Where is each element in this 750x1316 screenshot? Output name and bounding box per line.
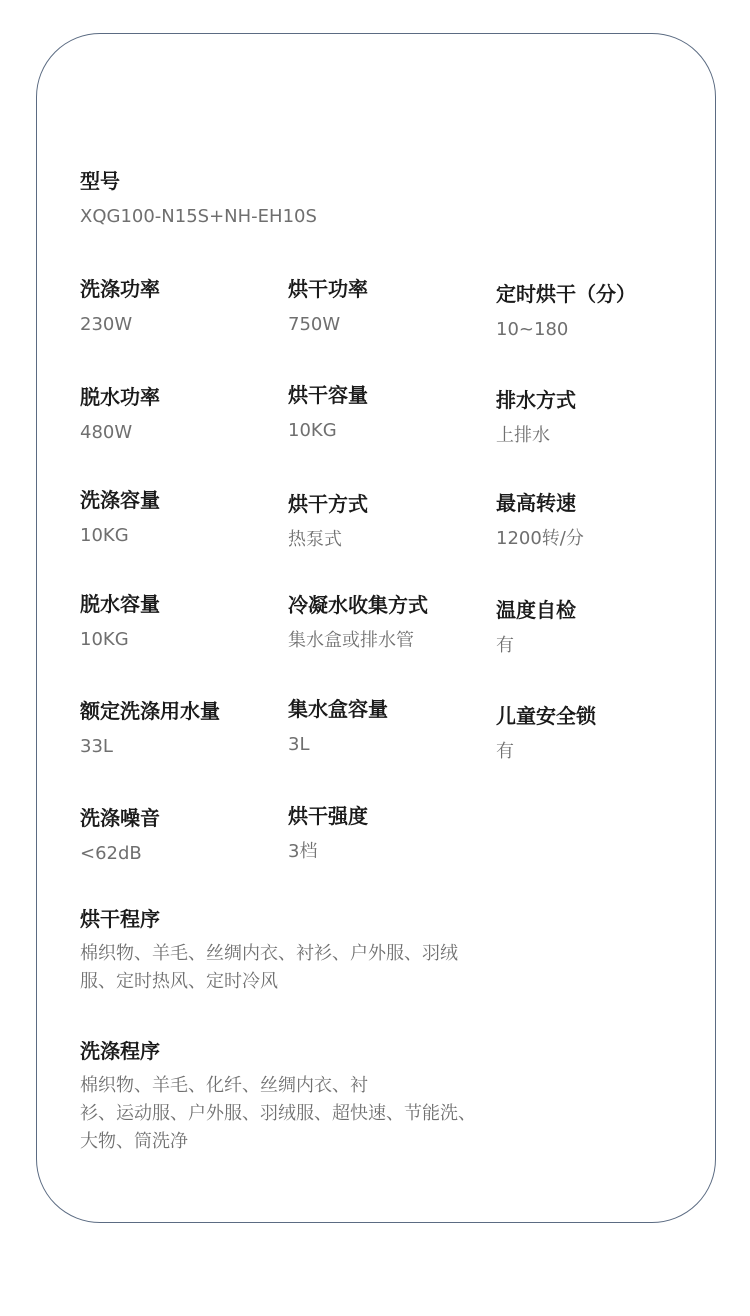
program-line: 衫、运动服、户外服、羽绒服、超快速、节能洗、 xyxy=(80,1103,476,1124)
spec-label: 集水盒容量 xyxy=(288,697,388,721)
spec-condensate-collection xyxy=(288,592,428,654)
spec-value: 230W xyxy=(80,314,133,335)
spec-timed-dry xyxy=(496,281,636,343)
spec-label: 儿童安全锁 xyxy=(496,704,596,728)
spec-value xyxy=(80,940,458,996)
spec-label: 洗涤功率 xyxy=(80,277,160,301)
spec-value xyxy=(80,1072,476,1156)
spec-drain-method xyxy=(496,387,576,449)
spec-label: 最高转速 xyxy=(496,491,576,515)
spec-label: 冷凝水收集方式 xyxy=(288,593,428,617)
spec-value: 3L xyxy=(288,734,310,755)
spec-value: 480W xyxy=(80,422,133,443)
spec-value: 集水盒或排水管 xyxy=(288,630,414,651)
spec-label: 定时烘干（分） xyxy=(496,282,636,306)
program-line: 棉织物、羊毛、丝绸内衣、衬衫、户外服、羽绒 xyxy=(80,943,458,964)
spec-label: 烘干功率 xyxy=(288,277,368,301)
spec-label: 洗涤容量 xyxy=(80,488,160,512)
spec-label: 烘干方式 xyxy=(288,492,368,516)
spec-wash-noise xyxy=(80,805,160,867)
spec-label: 烘干程序 xyxy=(80,907,160,931)
spec-value: 有 xyxy=(496,635,514,656)
spec-label: 额定洗涤用水量 xyxy=(80,699,220,723)
spec-value: 上排水 xyxy=(496,425,550,446)
program-line: 棉织物、羊毛、化纤、丝绸内衣、衬 xyxy=(80,1075,368,1096)
spec-value: 10~180 xyxy=(496,319,569,340)
program-line: 大物、筒洗净 xyxy=(80,1131,188,1152)
spec-label: 洗涤噪音 xyxy=(80,806,160,830)
spec-max-speed xyxy=(496,490,584,552)
spec-child-lock xyxy=(496,703,596,765)
spec-label: 排水方式 xyxy=(496,388,576,412)
spec-value: 750W xyxy=(288,314,341,335)
spec-wash-capacity xyxy=(80,487,160,549)
spec-spin-capacity xyxy=(80,591,160,653)
spec-label: 烘干强度 xyxy=(288,804,368,828)
spec-wash-programs xyxy=(80,1038,476,1156)
spec-value: 有 xyxy=(496,741,514,762)
spec-value: 3档 xyxy=(288,841,318,862)
spec-label: 烘干容量 xyxy=(288,383,368,407)
program-line: 服、定时热风、定时冷风 xyxy=(80,971,278,992)
spec-label: 温度自检 xyxy=(496,598,576,622)
spec-label: 洗涤程序 xyxy=(80,1039,160,1063)
spec-value: <62dB xyxy=(80,843,142,864)
spec-value: XQG100-N15S+NH-EH10S xyxy=(80,206,317,227)
spec-label: 脱水功率 xyxy=(80,385,160,409)
spec-value: 10KG xyxy=(80,525,129,546)
spec-dry-capacity xyxy=(288,382,368,444)
spec-model xyxy=(80,168,317,230)
spec-label: 脱水容量 xyxy=(80,592,160,616)
spec-dry-power xyxy=(288,276,368,338)
spec-spin-power xyxy=(80,384,160,446)
spec-value: 10KG xyxy=(288,420,337,441)
spec-rated-water xyxy=(80,698,220,760)
spec-dry-intensity xyxy=(288,803,368,865)
spec-water-box-capacity xyxy=(288,696,388,758)
spec-label: 型号 xyxy=(80,169,120,193)
spec-value: 热泵式 xyxy=(288,529,342,550)
spec-wash-power xyxy=(80,276,160,338)
spec-value: 10KG xyxy=(80,629,129,650)
spec-temp-self-check xyxy=(496,597,576,659)
spec-dry-method xyxy=(288,491,368,553)
spec-dry-programs xyxy=(80,906,458,996)
spec-value: 1200转/分 xyxy=(496,528,584,549)
spec-value: 33L xyxy=(80,736,113,757)
